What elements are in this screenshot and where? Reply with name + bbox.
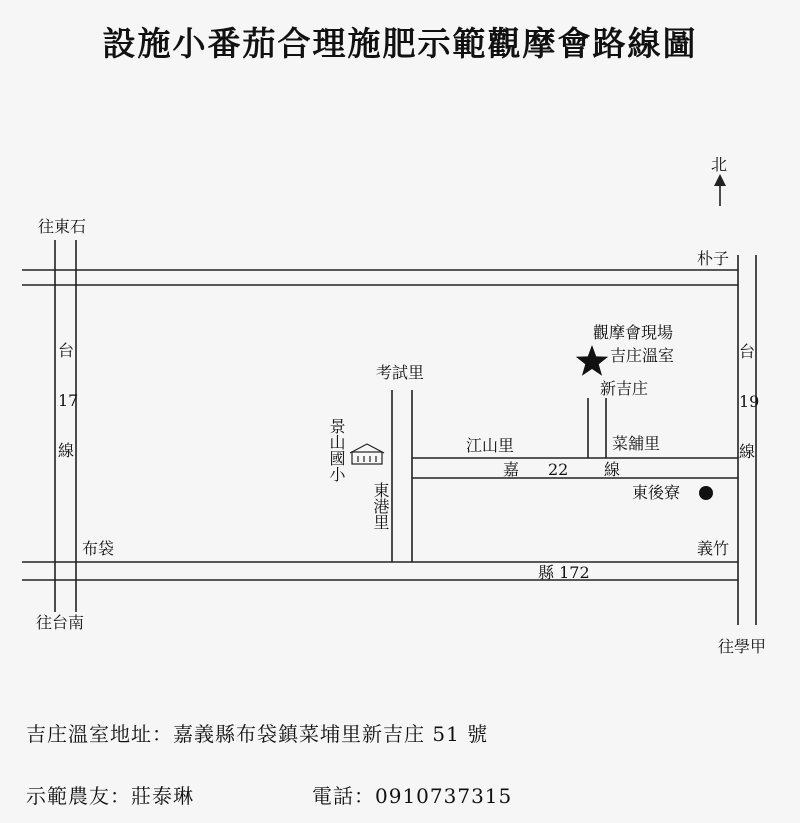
north-label: 北 bbox=[711, 155, 728, 174]
label-xinjizhuang: 新吉庄 bbox=[600, 379, 649, 398]
label-to-dongshi: 往東石 bbox=[38, 217, 87, 236]
map-title: 設施小番茄合理施肥示範觀摩會路線圖 bbox=[102, 24, 698, 63]
label-tai17-tai: 台 bbox=[58, 341, 75, 360]
site-star-icon bbox=[576, 345, 608, 376]
label-tai19-num: 19 bbox=[739, 392, 760, 411]
label-jingshan-school: 景山國小 bbox=[327, 418, 346, 482]
label-budai: 布袋 bbox=[82, 539, 115, 558]
label-county172: 縣 172 bbox=[538, 563, 590, 582]
label-tai19-xian: 線 bbox=[739, 442, 756, 461]
label-jizhuang-greenhouse: 吉庄溫室 bbox=[610, 346, 675, 365]
donghouliao-dot-icon bbox=[699, 486, 713, 500]
label-caipuli: 菜舖里 bbox=[612, 434, 661, 453]
school-icon bbox=[350, 444, 384, 464]
demo-farmer: 示範農友：莊泰琳 bbox=[26, 784, 194, 808]
label-puzi: 朴子 bbox=[697, 249, 730, 268]
label-to-xuejia: 往學甲 bbox=[718, 637, 767, 656]
label-jiangshanli: 江山里 bbox=[466, 436, 515, 455]
label-to-tainan: 往台南 bbox=[36, 613, 85, 632]
label-site: 觀摩會現場 bbox=[593, 323, 674, 342]
label-jia22-xian: 線 bbox=[604, 460, 621, 479]
label-tai17-num: 17 bbox=[58, 391, 79, 410]
north-arrow-icon bbox=[714, 174, 726, 206]
label-jia22-num: 22 bbox=[548, 460, 569, 479]
label-donghouliao: 東後寮 bbox=[632, 483, 681, 502]
label-donggangli: 東港里 bbox=[371, 482, 390, 530]
greenhouse-address: 吉庄溫室地址：嘉義縣布袋鎮菜埔里新吉庄 51 號 bbox=[26, 722, 489, 746]
label-jia22-jia: 嘉 bbox=[503, 460, 520, 479]
phone-number: 電話：0910737315 bbox=[312, 784, 513, 808]
label-tai19-tai: 台 bbox=[739, 342, 756, 361]
label-yizhu: 義竹 bbox=[697, 539, 730, 558]
label-kaoshili: 考試里 bbox=[376, 363, 425, 382]
label-tai17-xian: 線 bbox=[58, 441, 75, 460]
